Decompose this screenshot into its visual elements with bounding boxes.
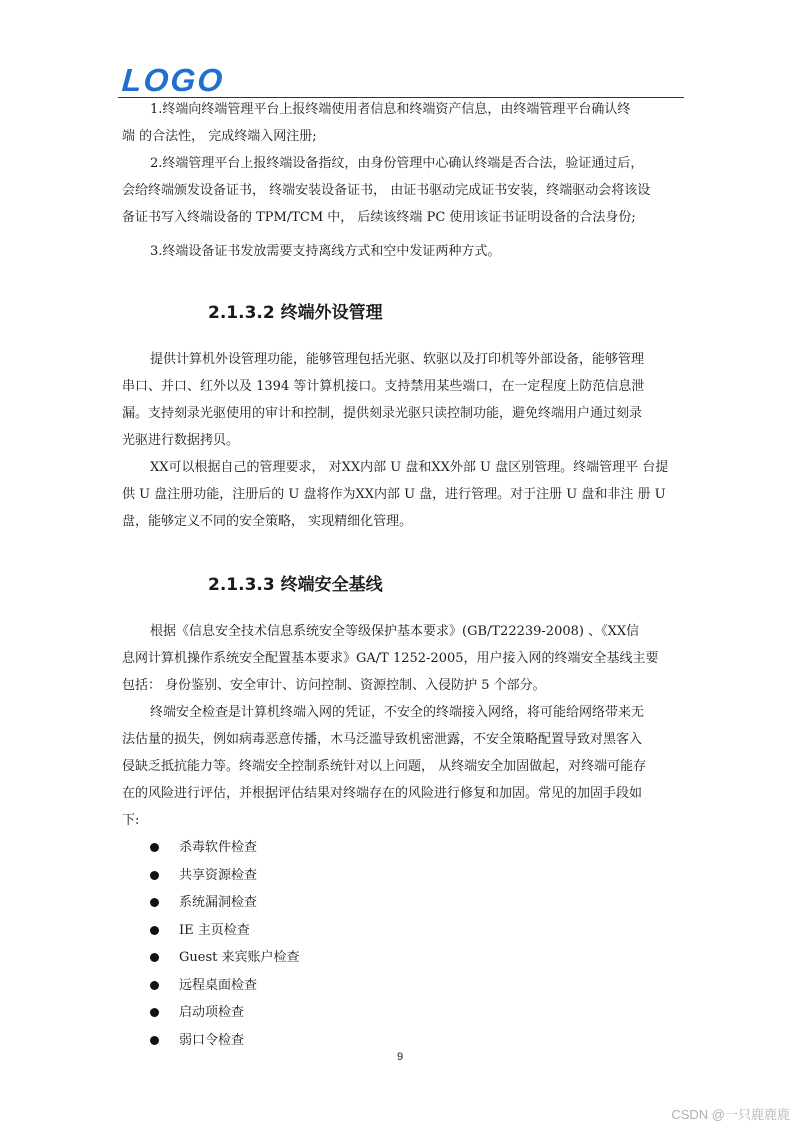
paragraph-line: 法估量的损失，例如病毒恶意传播，木马泛滥导致机密泄露，不安全策略配置导致对黑客入 [122,732,643,747]
bullet-icon [150,1008,159,1017]
bullet-icon [150,843,159,852]
paragraph-line: 会给终端颁发设备证书， 终端安装设备证书， 由证书驱动完成证书安装，终端驱动会将该设 [122,183,651,198]
paragraph-line: 侵缺乏抵抗能力等。终端安全控制系统针对以上问题， 从终端安全加固做起，对终端可能存 [122,759,647,774]
watermark: CSDN @一只鹿鹿鹿 [671,1107,790,1122]
bullet-icon [150,981,159,990]
paragraph-line: 端 的合法性， 完成终端入网注册; [122,129,317,144]
section-heading: 2.1.3.2 终端外设管理 [208,303,383,323]
paragraph-line: 提供计算机外设管理功能，能够管理包括光驱、软驱以及打印机等外部设备，能够管理 [150,352,645,367]
list-item-label: 杀毒软件检查 [179,840,258,855]
paragraph-line: 2.终端管理平台上报终端设备指纹，由身份管理中心确认终端是否合法，验证通过后， [150,156,644,171]
paragraph-line: XX可以根据自己的管理要求， 对XX内部 U 盘和XX外部 U 盘区别管理。终端管理平 台提 [150,460,669,475]
check-list [150,834,299,1054]
list-item-label: Guest 来宾账户检查 [179,950,300,965]
list-item-label: 远程桌面检查 [179,977,258,993]
list-item-label: 弱口令检查 [179,1032,245,1048]
list-item-label: 系统漏洞检查 [179,895,258,910]
list-item [150,917,299,945]
paragraph-line: 根据《信息安全技术信息系统安全等级保护基本要求》(GB/T22239-2008) 、《XX信 [150,624,640,639]
paragraph-line: 3.终端设备证书发放需要支持离线方式和空中发证两种方式。 [150,244,501,259]
bullet-icon [150,926,159,935]
paragraph-line: 光驱进行数据拷贝。 [122,433,240,448]
paragraph-line: 1.终端向终端管理平台上报终端使用者信息和终端资产信息，由终端管理平台确认终 [150,102,631,117]
paragraph-line: 下: [122,813,140,828]
bullet-icon [150,953,159,962]
section-heading: 2.1.3.3 终端安全基线 [208,575,383,595]
list-item [150,999,299,1027]
list-item [150,889,299,917]
paragraph-line: 在的风险进行评估，并根据评估结果对终端存在的风险进行修复和加固。常见的加固手段如 [122,786,643,801]
page-number: 9 [396,1051,404,1063]
list-item [150,834,299,862]
list-item [150,1027,299,1055]
bullet-icon [150,898,159,907]
paragraph-line: 供 U 盘注册功能，注册后的 U 盘将作为XX内部 U 盘，进行管理。对于注册 U 盘和非注 册 U [122,487,666,502]
list-item [150,944,299,972]
paragraph-line: 盘，能够定义不同的安全策略， 实现精细化管理。 [122,514,413,529]
list-item [150,862,299,890]
logo: LOGO [120,62,226,98]
paragraph-line: 息网计算机操作系统安全配置基本要求》GA/T 1252-2005，用户接入网的终端安全基线主要 [122,651,659,666]
list-item-label: 共享资源检查 [179,867,258,883]
list-item [150,972,299,1000]
paragraph-line: 备证书写入终端设备的 TPM/TCM 中， 后续该终端 PC 使用该证书证明设备的合法身份; [122,210,636,225]
paragraph-line: 漏。支持刻录光驱使用的审计和控制，提供刻录光驱只读控制功能，避免终端用户通过刻录 [122,406,643,421]
paragraph-line: 串口、并口、红外以及 1394 等计算机接口。支持禁用某些端口，在一定程度上防范信息泄 [122,379,645,394]
list-item-label: 启动项检查 [179,1005,245,1020]
bullet-icon [150,1036,159,1045]
list-item-label: IE 主页检查 [179,922,250,938]
bullet-icon [150,871,159,880]
paragraph-line: 终端安全检查是计算机终端入网的凭证，不安全的终端接入网络，将可能给网络带来无 [150,705,645,720]
paragraph-line: 包括： 身份鉴别、安全审计、访问控制、资源控制、入侵防护 5 个部分。 [122,678,546,693]
